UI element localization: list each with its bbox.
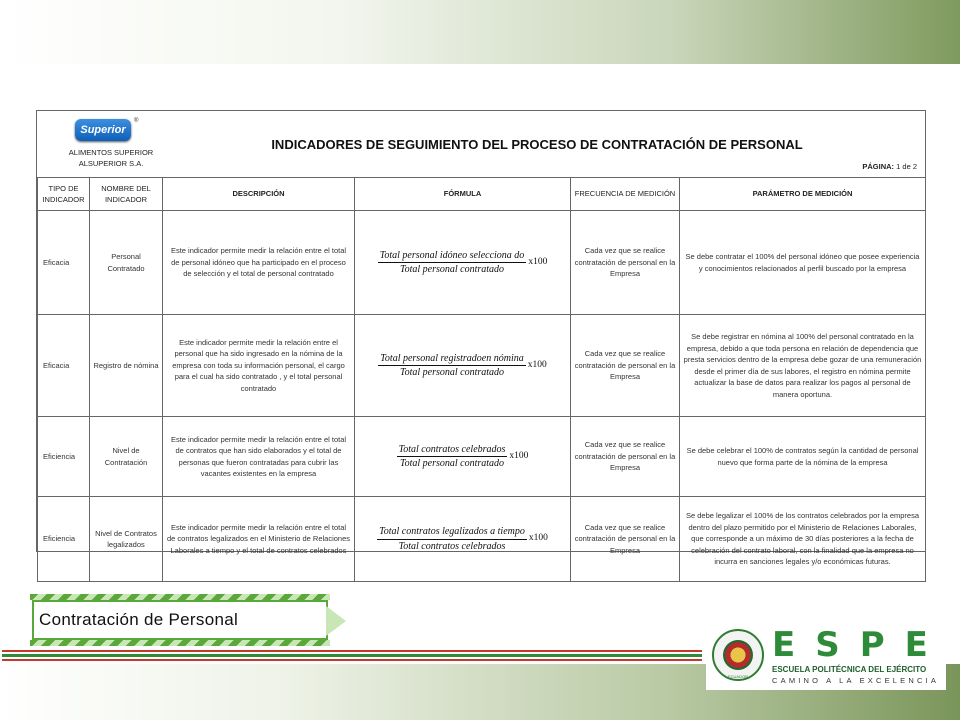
formula-multiplier: x100 (528, 533, 548, 544)
table-row (38, 315, 926, 417)
cell-formula (355, 497, 571, 582)
table-row (38, 497, 926, 582)
cell-descripcion: Este indicador permite medir la relación entre el total de personal idóneo que ha participado en el proceso de selección y el total de personal contratado (163, 211, 355, 315)
fraction (378, 353, 525, 379)
formula-denominator: Total contratos celebrados (398, 540, 506, 552)
cell-frecuencia: Cada vez que se realice contratación de personal en la Empresa (571, 417, 680, 497)
formula-numerator: Total contratos celebrados (397, 444, 508, 458)
cell-formula (355, 211, 571, 315)
espe-letter: E (904, 625, 928, 665)
column-header-tipo: TIPO DE INDICADOR (38, 178, 90, 211)
espe-letter: P (859, 625, 885, 665)
cell-descripcion: Este indicador permite medir la relación entre el total de contratos que han sido elaborados y el total de personas que fueron contratadas para cubrir las vacantes existentes en la empresa (163, 417, 355, 497)
cell-tipo: Eficacia (38, 211, 90, 315)
caption-arrow-icon (326, 606, 346, 636)
formula-denominator: Total personal contratado (399, 458, 505, 469)
company-line-2: ALSUPERIOR S.A. (78, 159, 144, 168)
caption-text: Contratación de Personal (39, 610, 239, 629)
table-row (38, 417, 926, 497)
formula-numerator: Total personal idóneo selecciona do (378, 250, 527, 264)
fraction (377, 526, 527, 552)
espe-school-name: ESCUELA POLITÉCNICA DEL EJÉRCITO (772, 665, 927, 674)
red-divider-line-2 (2, 659, 702, 661)
document-header (37, 111, 925, 178)
espe-letter: S (815, 625, 840, 665)
cell-parametro: Se debe legalizar el 100% de los contratos celebrados por la empresa dentro del plazo permitido por el Ministerio de Relaciones Laborales, que corresponde a un máximo de 30 días posteriores a la fecha de celebración del contrato laboral, con la finalidad que la empresa no incurra en sanciones legales y/o económicas futuras. (680, 497, 926, 582)
cell-frecuencia: Cada vez que se realice contratación de personal en la Empresa (571, 211, 680, 315)
espe-letters (772, 625, 928, 665)
cell-tipo: Eficiencia (38, 417, 90, 497)
table-row (38, 211, 926, 315)
superior-logo-shape: Superior (75, 119, 131, 141)
cell-parametro: Se debe registrar en nómina al 100% del personal contratado en la empresa, debido a que toda persona en relación de dependencia que presta servicios dentro de la empresa debe gozar de una remuneración desde el primer día de sus labores, el registro en nómina permite actualizar la base de datos para realizar los pagos al personal de manera oportuna. (680, 315, 926, 417)
formula-multiplier: x100 (528, 256, 548, 267)
formula (397, 444, 529, 470)
fraction (397, 444, 508, 470)
column-header-descripcion: DESCRIPCIÓN (163, 178, 355, 211)
formula-denominator: Total personal contratado (399, 264, 505, 275)
column-header-frecuencia: FRECUENCIA DE MEDICIÓN (571, 178, 680, 211)
company-line-1: ALIMENTOS SUPERIOR (68, 148, 154, 157)
column-header-parametro: PARÁMETRO DE MEDICIÓN (680, 178, 926, 211)
column-header-nombre: NOMBRE DEL INDICADOR (90, 178, 163, 211)
seal-caption: ECUADOR (727, 674, 748, 679)
indicators-table (37, 177, 926, 582)
formula-denominator: Total personal contratado (399, 367, 505, 378)
cell-descripcion: Este indicador permite medir la relación entre el personal que ha sido ingresado en la nómina de la empresa con toda su información personal, el cargo para el cual ha sido contratado , y el total personal contratado (163, 315, 355, 417)
caption-chevron-bottom (30, 640, 330, 646)
cell-frecuencia: Cada vez que se realice contratación de personal en la Empresa (571, 315, 680, 417)
cell-formula (355, 417, 571, 497)
seal-emblem (723, 640, 753, 670)
formula-multiplier: x100 (509, 450, 529, 461)
cell-nombre: Personal Contratado (90, 211, 163, 315)
table-header-row (38, 178, 926, 211)
green-divider-line (2, 654, 702, 657)
espe-letter: E (772, 625, 796, 665)
formula-multiplier: x100 (527, 359, 547, 370)
column-header-formula: FÓRMULA (355, 178, 571, 211)
cell-parametro: Se debe contratar el 100% del personal idóneo que posee experiencia y conocimientos relacionados al perfil buscado por la empresa (680, 211, 926, 315)
cell-formula (355, 315, 571, 417)
registered-mark: ® (134, 118, 139, 124)
page-indicator (862, 162, 917, 171)
espe-motto: CAMINO A LA EXCELENCIA (772, 676, 940, 685)
formula (378, 353, 546, 379)
cell-tipo: Eficacia (38, 315, 90, 417)
indicator-document (36, 110, 926, 567)
formula-numerator: Total contratos legalizados a tiempo (377, 526, 527, 540)
cell-parametro: Se debe celebrar el 100% de contratos según la cantidad de personal nuevo que forma parte de la nómina de la empresa (680, 417, 926, 497)
cell-nombre: Nivel de Contratos legalizados (90, 497, 163, 582)
superior-logo (75, 119, 131, 141)
cell-descripcion: Este indicador permite medir la relación entre el total de contratos legalizados en el Ministerio de Relaciones Laborales a tiempo y el total de contratos celebrados (163, 497, 355, 582)
formula (378, 250, 548, 276)
document-title: INDICADORES DE SEGUIMIENTO DEL PROCESO DE CONTRATACIÓN DE PERSONAL (271, 137, 803, 152)
cell-nombre: Nivel de Contratación (90, 417, 163, 497)
top-decorative-band (0, 0, 960, 64)
formula-numerator: Total personal registradoen nómina (378, 353, 525, 367)
red-divider-line (2, 650, 702, 652)
page-label: PÁGINA: (862, 162, 895, 171)
formula (377, 526, 548, 552)
cell-tipo: Eficiencia (38, 497, 90, 582)
cell-nombre: Registro de nómina (90, 315, 163, 417)
section-caption (32, 600, 328, 640)
espe-logo (706, 624, 946, 690)
fraction (378, 250, 527, 276)
page-value: 1 de 2 (896, 162, 917, 171)
company-name (51, 147, 171, 169)
cell-frecuencia: Cada vez que se realice contratación de personal en la Empresa (571, 497, 680, 582)
